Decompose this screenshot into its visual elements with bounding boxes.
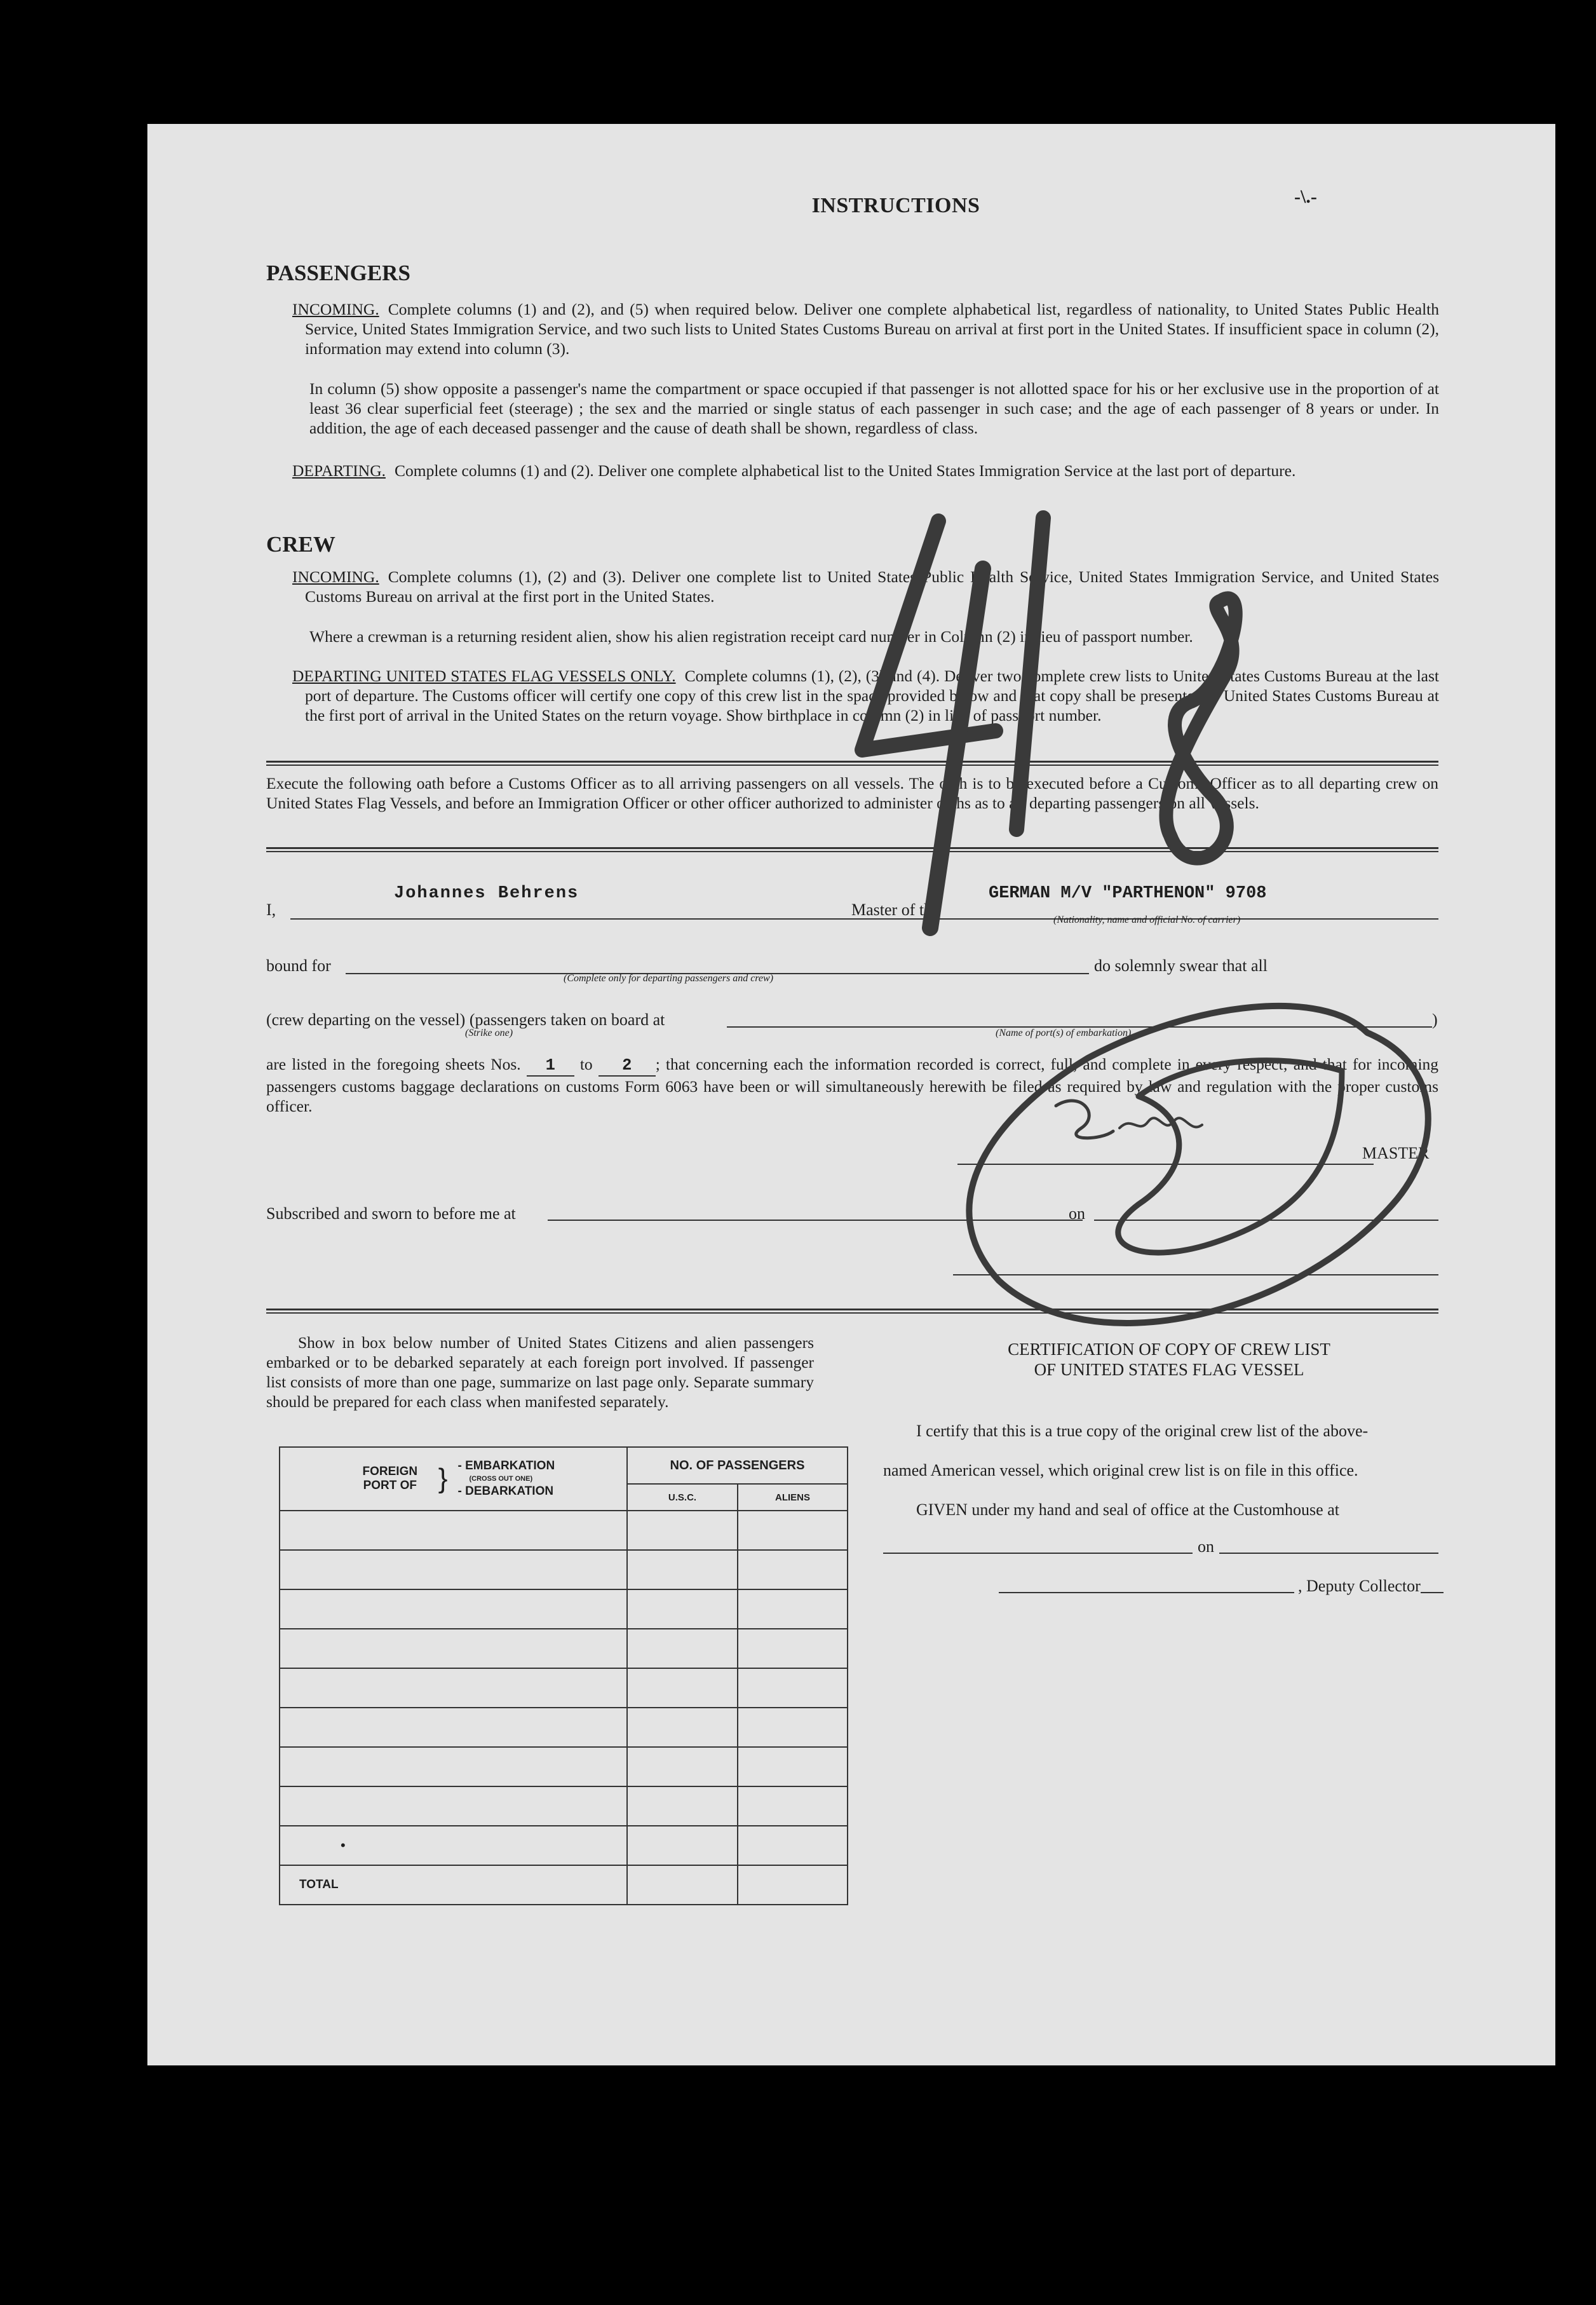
sheets-to-label: to: [579, 1055, 593, 1073]
vessel-value: GERMAN M/V "PARTHENON" 9708: [989, 884, 1267, 903]
signature-letter: [1118, 1061, 1342, 1253]
passengers-heading: PASSENGERS: [266, 261, 410, 285]
passengers-incoming-lead: INCOMING.: [292, 300, 379, 318]
master-signature-tail: [1119, 1118, 1202, 1128]
foreign-port-label: FOREIGN PORT OF: [362, 1465, 418, 1492]
bound-for-caption: (Complete only for departing passengers and crew): [564, 973, 774, 984]
crew-incoming-text: Complete columns (1), (2) and (3). Deliver one complete list to United States Public Health Service, United States Immigration Service, and United States Customs Bureau on arrival at the first port in the United States.: [305, 568, 1439, 606]
passengers-incoming-text: Complete columns (1) and (2), and (5) when required below. Deliver one complete alphabetical list, regardless of nationality, to United States Public Health Service, United States Immigration Service, and two such lists to United States Customs Bureau on arrival at first port in the United States. If insufficient space in column (2), information may extend into column (3).: [305, 300, 1439, 358]
total-label: TOTAL: [280, 1865, 627, 1905]
strike-caption: (Strike one): [465, 1028, 513, 1038]
aliens-column-header: ALIENS: [738, 1484, 848, 1511]
oath-i-label: I,: [266, 901, 276, 919]
crew-heading: CREW: [266, 532, 335, 557]
handwriting-overlay: [147, 124, 1555, 2065]
handwritten-digit-8: [1166, 598, 1235, 858]
row-mark: •: [280, 1826, 627, 1865]
cert-on-label: on: [1193, 1537, 1219, 1556]
embarkation-label: - EMBARKATION: [457, 1459, 555, 1472]
handwritten-digit-4-stem: [930, 569, 983, 928]
crew-resident-paragraph: Where a crewman is a returning resident alien, show his alien registration receipt card number in Column (2) in lieu of passport number.: [309, 627, 1193, 646]
summary-paragraph: Show in box below number of United States Citizens and alien passengers embarked or to be debarked separately at each foreign port involved. If passenger list consists of more than one page, summarize on last page only. Separate summary should be prepared for each class when manifested separately.: [266, 1333, 814, 1411]
sheet-to-value: 2: [598, 1056, 656, 1077]
signature-circle: [969, 1006, 1428, 1323]
sheet-from-value: 1: [527, 1056, 574, 1077]
swear-text: do solemnly swear that all: [1094, 956, 1268, 975]
document-title: INSTRUCTIONS: [811, 194, 980, 217]
passengers-departing-text: Complete columns (1) and (2). Deliver one complete alphabetical list to the United States Immigration Service at the last port of departure.: [395, 461, 1296, 480]
oath-intro-paragraph: Execute the following oath before a Customs Officer as to all arriving passengers on all vessels. The oath is to be executed before a Customs Officer as to all departing crew on United States Flag Vessels, and before an Immigration Officer or other officer authorized to administer oaths as to all departing passengers on all vessels.: [266, 774, 1438, 812]
certify-text-2: named American vessel, which original crew list is on file in this office.: [883, 1461, 1358, 1479]
subscribed-label: Subscribed and sworn to before me at: [266, 1204, 516, 1223]
corner-mark: -\.-: [1294, 186, 1317, 207]
master-signature-mark: [1056, 1101, 1113, 1138]
handwritten-digit-1: [1017, 518, 1043, 829]
passengers-column5-paragraph: In column (5) show opposite a passenger's name the compartment or space occupied if that passenger is not allotted space for his or her exclusive use in the proportion of at least 36 clear superficial feet (steerage) ; the sex and the married or single status of each passenger in such case; and the age of each passenger of 8 years or under. In addition, the age of each deceased passenger and the cause of death shall be shown, regardless of class.: [309, 379, 1439, 437]
vessel-caption: (Nationality, name and official No. of carrier): [1053, 915, 1241, 925]
certification-title-1: CERTIFICATION OF COPY OF CREW LIST: [1008, 1340, 1330, 1359]
subscribed-on-label: on: [1069, 1204, 1085, 1223]
crew-departing-text: (crew departing on the vessel) (passengers taken on board at: [266, 1010, 665, 1029]
cross-out-label: (CROSS OUT ONE): [469, 1475, 533, 1483]
deputy-label: , Deputy Collector: [1294, 1577, 1421, 1596]
crew-incoming-lead: INCOMING.: [292, 568, 379, 586]
ports-caption: (Name of port(s) of embarkation): [996, 1028, 1132, 1038]
passengers-departing-lead: DEPARTING.: [292, 461, 386, 480]
brace-glyph: }: [438, 1463, 448, 1494]
no-of-passengers-header: NO. OF PASSENGERS: [627, 1447, 848, 1484]
master-name-value: Johannes Behrens: [394, 884, 579, 903]
crew-departing-text: Complete columns (1), (2), (3) and (4). Deliver two complete crew lists to United States Customs Bureau at the last port of departure. The Customs officer will certify one copy of this crew list in the space provided below and that copy shall be presented to United States Customs Bureau at the first port of arrival in the United States on the return voyage. Show birthplace in column (2) in lieu of passport number.: [305, 667, 1439, 724]
usc-column-header: U.S.C.: [627, 1484, 738, 1511]
certify-text-1: I certify that this is a true copy of the original crew list of the above-: [916, 1422, 1369, 1440]
sheets-prefix: are listed in the foregoing sheets Nos.: [266, 1055, 521, 1073]
sheets-suffix: ; that concerning each the information recorded is correct, full, and complete in every respect; and that for incoming passengers customs baggage declarations on customs Form 6063 have been or will simultaneously herewith be filed as required by law and regulation with the proper customs officer.: [266, 1055, 1439, 1115]
debarkation-label: - DEBARKATION: [457, 1485, 554, 1498]
master-of-label: Master of the: [851, 901, 940, 919]
document-sheet: [147, 124, 1555, 2065]
certification-title-2: OF UNITED STATES FLAG VESSEL: [1034, 1360, 1304, 1379]
master-label: MASTER: [1362, 1144, 1430, 1162]
bound-for-label: bound for: [266, 956, 331, 975]
given-text: GIVEN under my hand and seal of office at the Customhouse at: [916, 1500, 1339, 1519]
close-paren: ): [1432, 1010, 1438, 1029]
crew-departing-lead: DEPARTING UNITED STATES FLAG VESSELS ONLY.: [292, 667, 676, 685]
